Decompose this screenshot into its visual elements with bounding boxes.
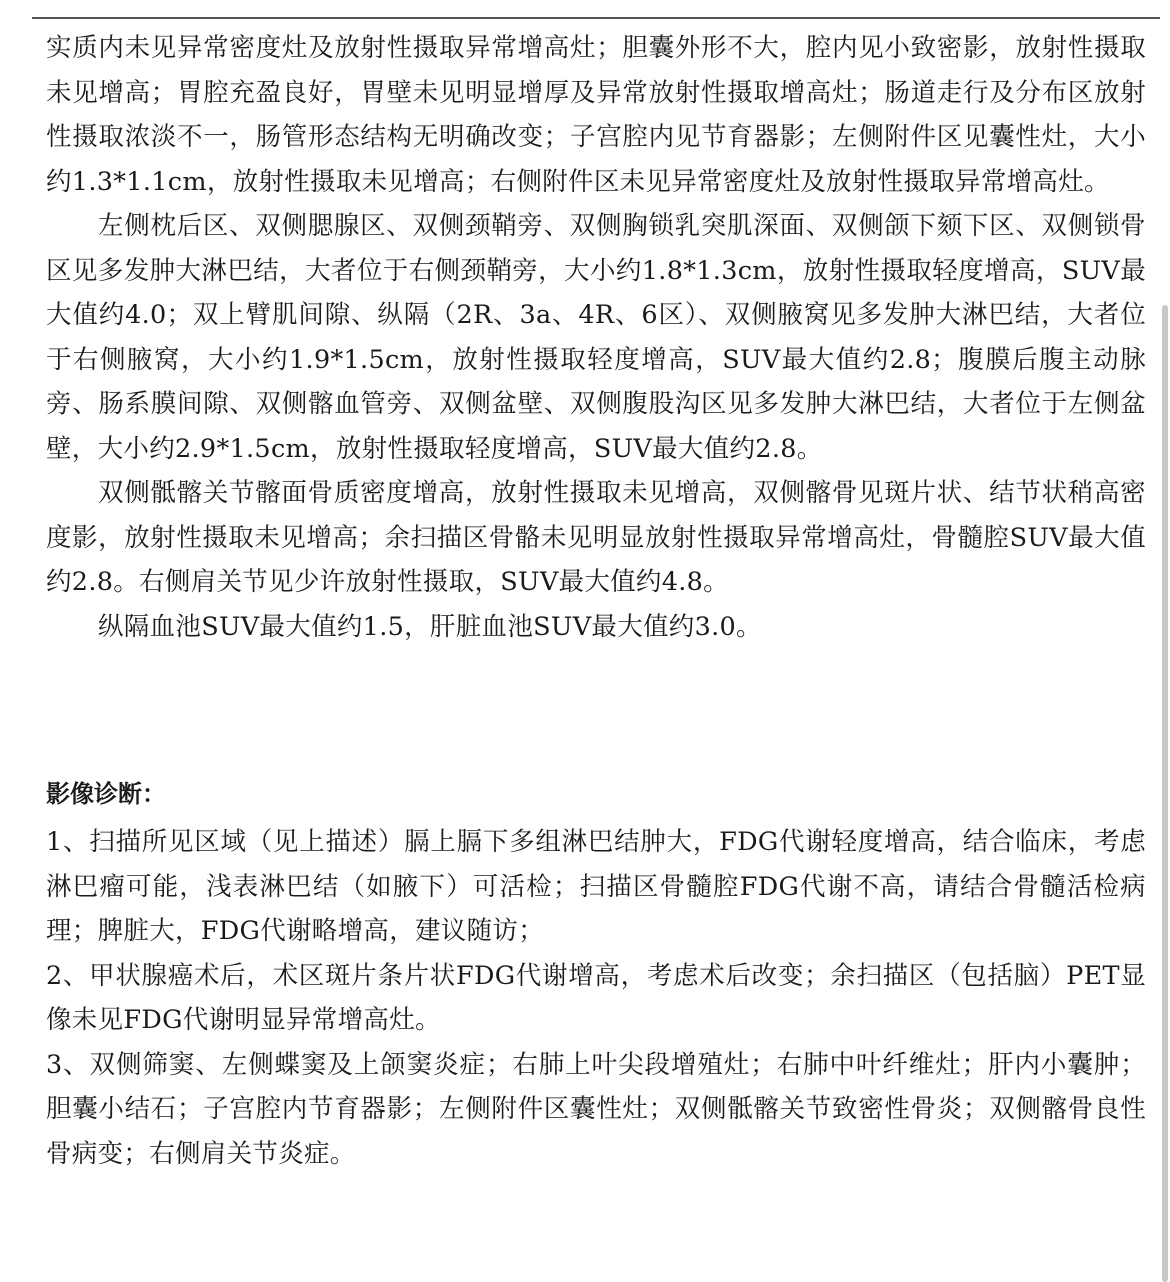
diagnosis-item-1: 1、扫描所见区域（见上描述）膈上膈下多组淋巴结肿大，FDG代谢轻度增高，结合临床，考虑淋巴瘤可能，浅表淋巴结（如腋下）可活检；扫描区骨髓腔FDG代谢不高，请结合骨髓活检病理；脾脏大，FDG代谢略增高，建议随访； xyxy=(46,827,1146,946)
diagnosis-section xyxy=(46,774,1146,1176)
diagnosis-item-2: 2、甲状腺癌术后，术区斑片条片状FDG代谢增高，考虑术后改变；余扫描区（包括脑）PET显像未见FDG代谢明显异常增高灶。 xyxy=(46,960,1146,1035)
report-page xyxy=(46,26,1146,1176)
top-divider xyxy=(32,17,1160,19)
findings-paragraph-lymph-nodes: 左侧枕后区、双侧腮腺区、双侧颈鞘旁、双侧胸锁乳突肌深面、双侧颌下颏下区、双侧锁骨区见多发肿大淋巴结，大者位于右侧颈鞘旁，大小约1.8*1.3cm，放射性摄取轻度增高，SUV最大值约4.0；双上臂肌间隙、纵隔（2R、3a、4R、6区）、双侧腋窝见多发肿大淋巴结，大者位于右侧腋窝，大小约1.9*1.5cm，放射性摄取轻度增高，SUV最大值约2.8；腹膜后腹主动脉旁、肠系膜间隙、双侧髂血管旁、双侧盆壁、双侧腹股沟区见多发肿大淋巴结，大者位于左侧盆壁，大小约2.9*1.5cm，放射性摄取轻度增高，SUV最大值约2.8。 xyxy=(46,211,1146,464)
findings-section xyxy=(46,26,1146,649)
vertical-scrollbar[interactable] xyxy=(1162,305,1168,1282)
diagnosis-item-3: 3、双侧筛窦、左侧蝶窦及上颌窦炎症；右肺上叶尖段增殖灶；右肺中叶纤维灶；肝内小囊肿；胆囊小结石；子宫腔内节育器影；左侧附件区囊性灶；双侧骶髂关节致密性骨炎；双侧髂骨良性骨病变；右侧肩关节炎症。 xyxy=(46,1049,1146,1169)
findings-paragraph-bones: 双侧骶髂关节髂面骨质密度增高，放射性摄取未见增高，双侧髂骨见斑片状、结节状稍高密度影，放射性摄取未见增高；余扫描区骨骼未见明显放射性摄取异常增高灶，骨髓腔SUV最大值约2.8。右侧肩关节见少许放射性摄取，SUV最大值约4.8。 xyxy=(46,478,1146,597)
diagnosis-heading: 影像诊断： xyxy=(46,780,166,808)
section-spacer xyxy=(46,649,1146,774)
findings-paragraph-abdomen: 实质内未见异常密度灶及放射性摄取异常增高灶；胆囊外形不大，腔内见小致密影，放射性摄取未见增高；胃腔充盈良好，胃壁未见明显增厚及异常放射性摄取增高灶；肠道走行及分布区放射性摄取浓淡不一，肠管形态结构无明确改变；子宫腔内见节育器影；左侧附件区见囊性灶，大小约1.3*1.1cm，放射性摄取未见增高；右侧附件区未见异常密度灶及放射性摄取异常增高灶。 xyxy=(46,33,1146,197)
findings-paragraph-blood-pool: 纵隔血池SUV最大值约1.5，肝脏血池SUV最大值约3.0。 xyxy=(98,611,762,642)
